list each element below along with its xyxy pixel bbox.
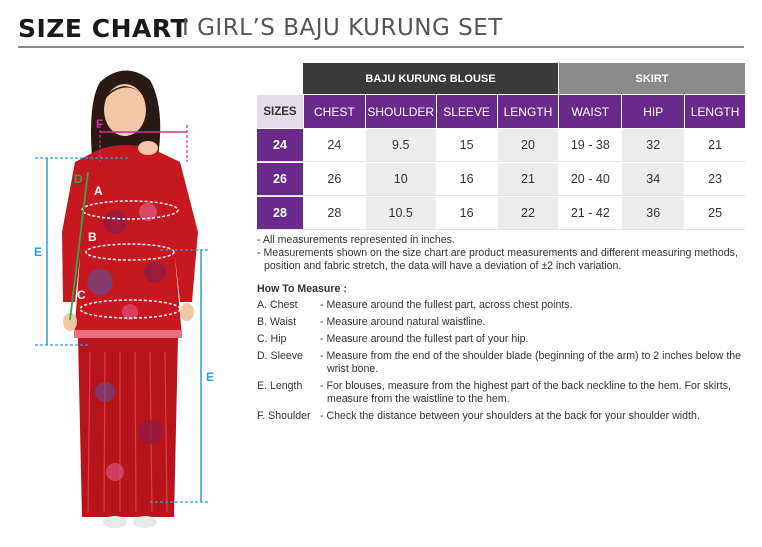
size-cell: 24: [257, 129, 303, 162]
measure-key: F. Shoulder: [257, 410, 311, 422]
table-cell: 15: [437, 129, 497, 162]
label-b: B: [88, 230, 97, 244]
table-cell: 16: [437, 197, 497, 230]
measure-key: E. Length: [257, 380, 303, 392]
table-cell: 36: [622, 197, 684, 230]
measure-key: A. Chest: [257, 299, 298, 311]
title-bar: [18, 12, 744, 48]
table-cell: 10.5: [366, 197, 436, 230]
measure-desc: - Measure around natural waistline.: [320, 316, 486, 328]
col-header-sizes: SIZES: [257, 95, 303, 128]
table-cell: 16: [437, 163, 497, 196]
col-header-hip: HIP: [622, 95, 684, 128]
table-cell: 19 - 38: [559, 129, 621, 162]
measurement-notes: [257, 234, 747, 273]
measure-desc: - Measure from the end of the shoulder blade (beginning of the arm) to 2 inches below the wrist bone.: [320, 350, 742, 375]
size-cell: 26: [257, 163, 303, 196]
table-cell: 28: [304, 197, 365, 230]
table-cell: 9.5: [366, 129, 436, 162]
table-cell: 34: [622, 163, 684, 196]
table-cell: 21 - 42: [559, 197, 621, 230]
label-f: F: [96, 117, 104, 131]
model-figure: [30, 62, 225, 537]
measure-item: [257, 333, 747, 346]
model-illustration: [30, 62, 225, 537]
measure-item: [257, 316, 747, 329]
label-e-blouse: E: [34, 245, 43, 259]
table-cell: 22: [498, 197, 559, 230]
col-header-chest: CHEST: [304, 95, 365, 128]
size-table: [257, 63, 745, 230]
table-cell: 10: [366, 163, 436, 196]
how-to-title: How To Measure :: [257, 283, 347, 295]
label-d: D: [74, 172, 83, 186]
group-blouse: BAJU KURUNG BLOUSE: [303, 63, 558, 94]
table-row: [257, 129, 745, 162]
table-cell: 26: [304, 163, 365, 196]
label-e-skirt: E: [206, 370, 215, 384]
how-to-measure: [257, 283, 747, 427]
table-row: [257, 197, 745, 230]
group-skirt: SKIRT: [559, 63, 745, 94]
measure-desc: - Measure around the fullest part of your hip.: [320, 333, 529, 345]
col-header-length: LENGTH: [498, 95, 559, 128]
measure-item: [257, 299, 747, 312]
measure-item: [257, 380, 747, 406]
table-cell: 20 - 40: [559, 163, 621, 196]
table-cell: 25: [685, 197, 745, 230]
group-header-row: [257, 63, 745, 94]
measure-item: [257, 350, 747, 376]
measure-desc: - Check the distance between your shoulders at the back for your shoulder width.: [320, 410, 700, 422]
column-header-row: [257, 95, 745, 128]
table-cell: 20: [498, 129, 559, 162]
measure-key: D. Sleeve: [257, 350, 303, 362]
note-line: - Measurements shown on the size chart are product measurements and different measuring methods, position and fabric stretch, the data will have a deviation of ±2 inch variation.: [257, 247, 738, 272]
col-header-skirt-length: LENGTH: [685, 95, 745, 128]
page-subtitle: I GIRL’S BAJU KURUNG SET: [182, 15, 503, 41]
page-title: SIZE CHART: [18, 14, 189, 43]
table-cell: 24: [304, 129, 365, 162]
table-cell: 21: [498, 163, 559, 196]
table-row: [257, 163, 745, 196]
label-c: C: [77, 288, 86, 302]
size-cell: 28: [257, 197, 303, 230]
measure-desc: - Measure around the fullest part, across chest points.: [320, 299, 573, 311]
measure-key: C. Hip: [257, 333, 287, 345]
measure-key: B. Waist: [257, 316, 297, 328]
table-cell: 23: [685, 163, 745, 196]
col-header-waist: WAIST: [559, 95, 621, 128]
note-line: - All measurements represented in inches.: [257, 234, 455, 246]
measure-item: [257, 410, 747, 423]
measure-desc: - For blouses, measure from the highest part of the back neckline to the hem. For skirts, measure from the waistline to the hem.: [320, 380, 731, 405]
label-a: A: [94, 184, 103, 198]
col-header-sleeve: SLEEVE: [437, 95, 497, 128]
table-cell: 32: [622, 129, 684, 162]
table-cell: 21: [685, 129, 745, 162]
col-header-shoulder: SHOULDER: [366, 95, 436, 128]
